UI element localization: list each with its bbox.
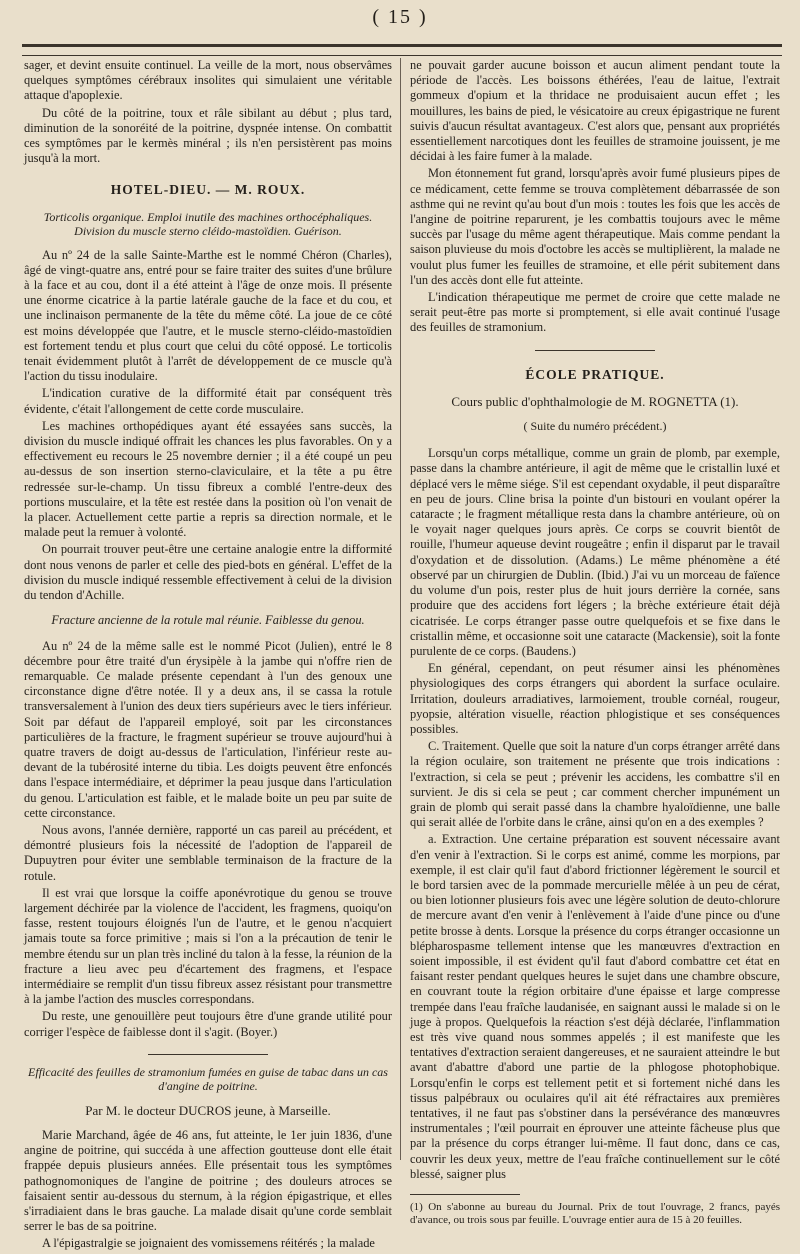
paragraph: A l'épigastralgie se joignaient des vomissemens réitérés ; la malade <box>42 1236 375 1251</box>
paragraph: C. Traitement. Quelle que soit la nature d'un corps étranger arrêté dans la région oculaire, son traitement ne présente que trois indications : l'extraction, si cela se peut ; prévenir les accidens, les combattre s'il en survient. Je dis si cela se peut ; car comment chercher impunément un grain de plomb qui serait passé dans la chambre hyaloïdienne, une balle qui serait allée de l'orbite dans le crâne, ainsi qu'on en a des exemples ? <box>410 739 780 830</box>
paragraph: L'indication thérapeutique me permet de croire que cette malade ne serait peut-être pas morte si promptement, si elle avait continué l'usage des feuilles de stramonium. <box>410 290 780 335</box>
paragraph: Il est vrai que lorsque la coiffe aponévrotique du genou se trouve largement déchirée par la violence de l'accident, les fragmens, quoiqu'on fasse, restent toujours éloignés l'un de l'autre, et le genou n'acquiert jamais toute sa force primitive ; mais si l'on a la précaution de tenir le membre étendu sur un plan très incliné du talon à la fesse, la réunion de la fracture a lieu avec peu d'écartement des fragmens, et l'espace intermédiaire se remplit d'un tissu fibreux assez résistant pour transmettre à la jambe l'action des muscles correspondans. <box>24 885 392 1007</box>
footnote: (1) On s'abonne au bureau du Journal. Prix de tout l'ouvrage, 2 francs, payés d'avance, ou trois sous par feuille. L'ouvrage entier aura de 15 à 20 feuilles. <box>410 1201 780 1227</box>
separator-rule <box>148 1054 268 1055</box>
section-title: HOTEL-DIEU. — M. ROUX. <box>110 182 306 198</box>
paragraph: Nous avons, l'année dernière, rapporté un cas pareil au précédent, et démontré plusieurs fois la nécessité de l'adoption de l'appareil de Dupuytren pour éviter une semblable terminaison de la fracture de la rotule. <box>24 822 392 883</box>
left-column <box>24 58 392 1254</box>
section-title: ÉCOLE PRATIQUE. <box>525 366 665 382</box>
course-title: Cours public d'ophthalmologie de M. ROGNETTA (1). <box>451 393 739 409</box>
paragraph: Lorsqu'un corps métallique, comme un grain de plomb, par exemple, passe dans la chambre antérieure, il agit de même que le cristallin luxé et déplacé vers le même siége. S'il est cependant oxydable, il peut disparaître en peu de jours. Cline brisa la pointe d'un bistouri en voulant opérer la cataracte ; le fragment métallique resta dans la chambre antérieure, où on le voyait nager quelques jours après. Ce corps se couvrit bientôt de rouille, l'humeur aqueuse devint rougeâtre ; enfin il disparut par le travail d'oxydation et de dissolution. (Adams.) Le même phénomène a été observé par un chirurgien de Dublin. (Ibid.) J'ai vu un morceau de faïence du volume d'un pois, rester plus de huit jours derrière la cornée, sans produire que des accidens fort légers ; la brèche extérieure était déjà cicatrisée. Le corps étranger passe outre quelquefois et se fixe dans le cristallin même, et occasionne soit une cataracte (Mackensie), soit la fonte purulente de ce corps. (Baudens.) <box>410 446 780 658</box>
footnote-rule <box>410 1194 520 1195</box>
paragraph: Mon étonnement fut grand, lorsqu'après avoir fumé plusieurs pipes de ce médicament, cette femme se trouva complètement débarrassée de son asthme qui ne revint qu'au bout d'un mois : toutes les fois que les accès de l'angine de poitrine reparurent, je les combattis toujours avec le même succès par l'usage du même agent thérapeutique. Mais comme pendant la saison pluvieuse du mois d'octobre les accès se multiplièrent, la malade ne voulut plus fumer les feuilles de stramoine, et elle périt subitement dans l'un des accès dont elle fut atteinte. <box>410 166 780 287</box>
case-title: Efficacité des feuilles de stramonium fumées en guise de tabac dans un cas d'angine de poitrine. <box>28 1064 388 1093</box>
paragraph: a. Extraction. Une certaine préparation est souvent nécessaire avant d'en venir à l'extraction. Si le corps est animé, comme les morpions, par exemple, il est clair qu'il faut d'abord frictionner légèrement le sourcil et le bord tarsien avec de la pommade mercurielle mêlée à un peu de cérat, ou bien lotionner plusieurs fois avec une légère solution de deuto-chlorure de mercure avant d'en venir à l'enlèvement à l'aide d'une pince ou d'une petite brosse à dents. Lorsque la présence du corps étranger occasionne un blépharospasme tellement intense que les manœuvres d'extraction en soient impossible, il est évident qu'il faut d'abord combattre cet état en faisant rester pendant quelques heures le sujet dans une chambre obscure, en couvrant toute la région orbitaire d'une épaisse et large compresse trempée dans l'eau fraîche laudanisée, en saignant aussi le malade si on le juge à propos. Quelquefois la réaction s'est déjà déclarée, l'inflammation est très vive quand nous sommes appelés ; il est manifeste que les tentatives d'extraction seraient dangereuses, et ne sauraient atteindre le but avant d'abattre d'abord une partie de la phlogose photophobique. Lorsqu'enfin le corps est tellement petit et si fortement niché dans les tissus palpébraux ou oculaires qu'il ait été réfractaires aux premières tentatives, il ne faut pas s'obstiner dans la persévérance des manœuvres instrumentales ; l'œil pourrait en éprouver une atteinte fâcheuse plus que par la présence du corps étranger lui-même. Il faut donc, dans ce cas, couvrir les deux yeux, mettre de l'eau fraîche continuellement sur le côté blessé, saigner plus <box>410 832 780 1181</box>
paragraph: sager, et devint ensuite continuel. La veille de la mort, nous observâmes quelques symptômes cérébraux insolites qui simulaient une véritable attaque d'apoplexie. <box>24 58 392 103</box>
paragraph: On pourrait trouver peut-être une certaine analogie entre la difformité dont nous venons de parler et celle des pied-bots en général. L'effet de la division du muscle indiqué ressemble effectivement à celui de la division du tendon d'Achille. <box>24 542 392 603</box>
column-divider <box>400 58 401 1160</box>
separator-rule <box>535 350 655 351</box>
paragraph: En général, cependant, on peut résumer ainsi les phénomènes physiologiques des corps étrangers qui abordent la surface oculaire. Irritation, douleurs arradiatives, larmoiement, trouble cornéal, rougeur, pyopsie, altération visuelle, réaction phlogistique et ses conséquences possibles. <box>410 661 780 736</box>
case-title: Fracture ancienne de la rotule mal réunie. Faiblesse du genou. <box>51 613 365 628</box>
paragraph: Du côté de la poitrine, toux et râle sibilant au début ; plus tard, diminution de la sonoréité de la poitrine, dyspnée intense. On combattit ces symptômes par le kermès minéral ; ils n'en persistèrent pas moins jusqu'à la mort. <box>24 105 392 166</box>
paragraph: Les machines orthopédiques ayant été essayées sans succès, la division du muscle indiqué offrait les chances les plus favorables. On y a effectivement eu recours le 25 novembre dernier ; il a été coupé un peu au-dessus de son insertion sterno-claviculaire, et la tête a pu être redressée sur-le-champ. Un tissu fibreux a comblé l'entre-deux des portions musculaire, et la tête est restée dans la position où l'on venait de la placer. Actuellement cette partie a repris sa direction normale, et le malade peut la remuer à volonté. <box>24 418 392 540</box>
paragraph: Du reste, une genouillère peut toujours être d'une grande utilité pour corriger l'espèce de faiblesse dont il s'agit. (Boyer.) <box>24 1009 392 1039</box>
paragraph: Au nº 24 de la même salle est le nommé Picot (Julien), entré le 8 décembre pour être traité d'un érysipèle à la jambe qui n'offre rien de remarquable. Ce malade présente cependant à l'un des genoux une circonstance digne d'être notée. Il y a deux ans, il se cassa la rotule transversalement à l'union des deux tiers supérieurs avec le tiers inférieur. Soit par défaut de l'appareil employé, soit par les circonstances particulières de la fracture, le fragment supérieur se trouve aujourd'hui à quatre travers de doigt au-dessus de l'articulation, l'inférieur reste au-devant de la tubérosité interne du tibia. Les doigts peuvent être enfoncés dans l'espace intermédiaire, et déprimer la peau jusque dans l'articulation du genou. L'articulation est faible, et le malade boite un peu par suite de cette circonstance. <box>24 638 392 820</box>
paragraph: ne pouvait garder aucune boisson et aucun aliment pendant toute la période de l'accès. Les boissons éthérées, l'eau de laitue, l'extrait gommeux d'opium et la thridace ne produisaient aucun effet ; les mouillures, les bains de pied, le vésicatoire au creux épigastrique ne furent suivis d'aucun résultat avantageux. C'est alors que, pensant aux propriétés essentiellement narcotiques dont les feuilles de stramoine jouissent, je me décidai à les faire fumer à la malade. <box>410 58 780 164</box>
right-column <box>410 58 780 1227</box>
author-line: Par M. le docteur DUCROS jeune, à Marseille. <box>85 1102 331 1118</box>
paragraph: Marie Marchand, âgée de 46 ans, fut atteinte, le 1er juin 1836, d'une angine de poitrine, qui succéda à une affection goutteuse dont elle était frappée depuis plusieurs années. Elle présentait tous les symptômes pathognomoniques de l'angine de poitrine ; des douleurs atroces se faisaient sentir au-dessous du sternum, à la région épigastrique, et elles s'irradiaient dans le bras gauche. La malade disait qu'une corde semblait serrer le bas de sa poitrine. <box>24 1127 392 1234</box>
page-number: ( 15 ) <box>372 6 428 28</box>
continuation-note: ( Suite du numéro précédent.) <box>523 419 667 434</box>
paragraph: L'indication curative de la difformité était par conséquent très évidente, c'était l'allongement de cette corde musculaire. <box>24 386 392 416</box>
paragraph: Au nº 24 de la salle Sainte-Marthe est le nommé Chéron (Charles), âgé de vingt-quatre ans, entré pour se faire traiter des suites d'une brûlure à la face et au cou, dont il a été atteint à l'âge de onze mois. Il présente une énorme cicatrice à la partie latérale gauche de la face et du cou, et une inclinaison permanente de la tête du même côté. La joue de ce côté est moins développée que l'autre, et le muscle sterno-cléido-mastoïdien est fortement tendu et plus court que celui du côté opposé. Le torticolis tenait évidemment plutôt à l'arrêt de développement de ce muscle qu'à l'action du tissu inodulaire. <box>24 247 392 384</box>
header-rule <box>22 44 782 56</box>
case-title: Torticolis organique. Emploi inutile des machines orthocéphaliques. Division du muscle sterno cléido-mastoïdien. Guérison. <box>43 209 373 238</box>
